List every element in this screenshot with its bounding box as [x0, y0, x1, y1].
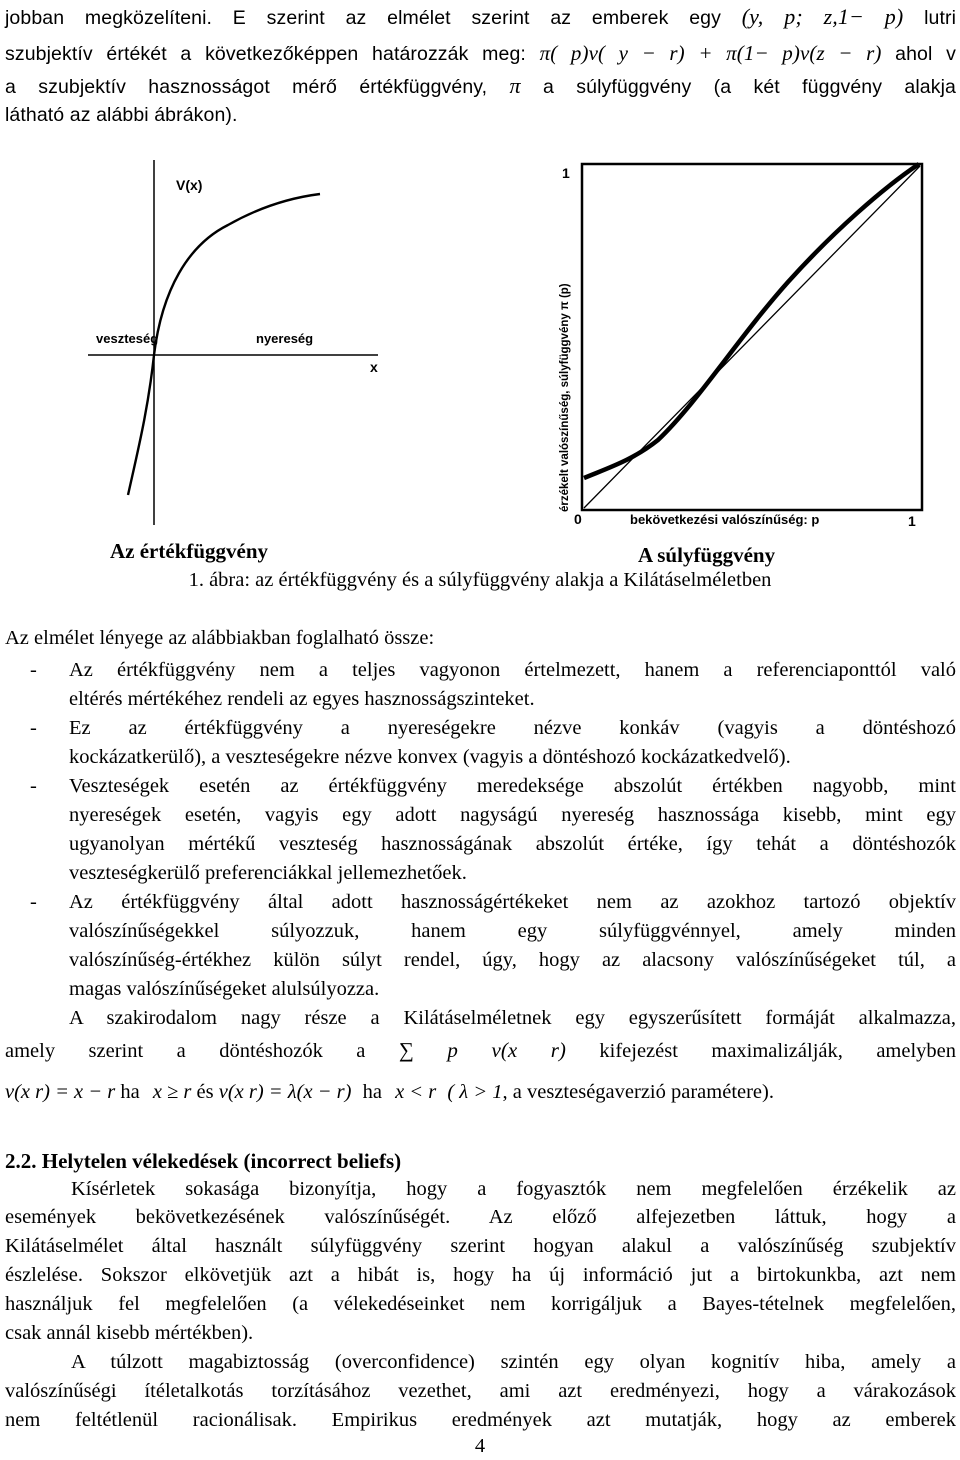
bullet-4-line-3: valószínűség-értékhez külön súlyt rendel, úgy, hogy az alacsony valószínűségeket túl, a: [69, 949, 956, 971]
simplified-text: , a veszteségaverzió paramétere).: [502, 1081, 774, 1103]
bullet-dash: -: [30, 891, 37, 913]
value-function-chart: [88, 150, 388, 530]
section-p1-line-4: észlelése. Sokszor elkövetjük azt a hibát is, hogy ha új információ jut a birtokunkba, azt nem: [5, 1264, 956, 1286]
loss-formula: v(x r) = λ(x − r): [218, 1081, 352, 1103]
figure-caption: 1. ábra: az értékfüggvény és a súlyfüggvény alakja a Kilátáselméletben: [188, 569, 772, 591]
intro-line-3: [5, 73, 956, 99]
intro-line-1: [5, 4, 956, 30]
intro-text: látható az alábbi ábrákon).: [5, 104, 238, 126]
section-p2-line-1: A túlzott magabiztosság (overconfidence) szintén egy olyan kognitív hiba, amely a: [71, 1351, 956, 1373]
y-axis-label: V(x): [176, 177, 203, 193]
x-axis-label: x: [370, 359, 378, 375]
bullet-3-line-3: ugyanolyan mértékű veszteség hasznosságának abszolút értéke, így tehát a döntéshozók: [69, 833, 956, 855]
gain-label: nyereség: [256, 331, 314, 346]
loss-label: veszteség: [96, 331, 159, 346]
simplified-line-3: [5, 1081, 774, 1104]
simplified-text: ha: [120, 1081, 140, 1103]
intro-text: a súlyfüggvény (a két függvény alakja: [543, 76, 956, 98]
section-p1-line-1: Kísérletek sokasága bizonyítja, hogy a fogyasztók nem megfelelően érzékelik az: [71, 1178, 956, 1200]
intro-text: ahol v: [895, 43, 956, 65]
loss-condition: x < r: [395, 1081, 437, 1103]
simplified-line-1: A szakirodalom nagy része a Kilátáselméletnek egy egyszerűsített formáját alkalmazza,: [69, 1007, 956, 1029]
bullet-dash: -: [30, 659, 37, 681]
bullet-3-line-1: Veszteségek esetén az értékfüggvény meredeksége abszolút értékben nagyobb, mint: [69, 775, 956, 797]
section-p2-line-3: nem feltétlenül racionálisak. Empirikus eredmények azt mutatják, hogy az emberek: [5, 1409, 956, 1431]
loss-curve: [128, 355, 154, 495]
section-p1-line-2: események bekövetkezésének valószínűségét. Az előző alfejezetben láttuk, hogy a: [5, 1206, 956, 1228]
bullet-2-line-1: Ez az értékfüggvény a nyereségekre nézve konkáv (vagyis a döntéshozó: [69, 717, 956, 739]
simplified-text: és: [196, 1081, 214, 1103]
gain-formula: v(x r) = x − r: [5, 1081, 116, 1103]
bullet-3-line-4: veszteségkerülő preferenciákkal jellemezhetőek.: [69, 862, 467, 884]
page-number: 4: [474, 1435, 486, 1457]
utility-formula: π( p)v( y − r) + π(1− p)v(z − r): [539, 41, 882, 65]
bullet-4-line-2: valószínűségekkel súlyozzuk, hanem egy súlyfüggvénnyel, amely minden: [69, 920, 956, 942]
lottery-formula: (y, p; z,1− p): [741, 4, 904, 29]
bullet-1-line-1: Az értékfüggvény nem a teljes vagyonon értelmezett, hanem a referenciaponttól való: [69, 659, 956, 681]
bullet-2-line-2: kockázatkerülő), a veszteségekre nézve konvex (vagyis a döntéshozó kockázatkedvelő).: [69, 746, 791, 768]
intro-text: szubjektív értékét a következőképpen határozzák meg:: [5, 43, 526, 65]
summary-lead: Az elmélet lényege az alábbiakban foglalható össze:: [5, 627, 435, 649]
intro-text: lutri: [924, 7, 956, 29]
y-tick-1: 1: [562, 165, 570, 181]
weighting-function-chart: [538, 150, 948, 535]
lambda-condition: ( λ > 1: [447, 1081, 503, 1103]
bullet-dash: -: [30, 717, 37, 739]
intro-text: a szubjektív hasznosságot mérő értékfüggvény,: [5, 76, 488, 98]
x-tick-1: 1: [908, 513, 916, 529]
simplified-text: amely szerint a döntéshozók a: [5, 1040, 366, 1062]
simplified-text: kifejezést maximalizálják, amelyben: [599, 1040, 957, 1062]
section-p1-line-3: Kilátáselmélet által használt súlyfüggvény szerint hogyan alakul a valószínűség szubjektív: [5, 1235, 956, 1257]
value-function-title: Az értékfüggvény: [110, 539, 269, 563]
pi-symbol: π: [509, 73, 521, 98]
x-tick-0: 0: [574, 511, 582, 527]
bullet-4-line-1: Az értékfüggvény által adott hasznosságértékeket nem az azokhoz tartozó objektív: [69, 891, 956, 913]
simplified-line-2: [5, 1038, 956, 1063]
weighting-function-title: A súlyfüggvény: [638, 543, 776, 567]
sum-formula: ∑ p v(x r): [398, 1038, 566, 1062]
bullet-4-line-4: magas valószínűségeket alulsúlyozza.: [69, 978, 380, 1000]
intro-text: jobban megközelíteni. E szerint az elmélet szerint az emberek egy: [5, 7, 721, 29]
bullet-1-line-2: eltérés mértékéhez rendeli az egyes hasznosságszinteket.: [69, 688, 535, 710]
simplified-text: ha: [362, 1081, 382, 1103]
section-p1-line-6: csak annál kisebb mértékben).: [5, 1322, 254, 1344]
intro-line-2: [5, 41, 956, 66]
bullet-3-line-2: nyereségek esetén, vagyis egy adott nagyságú nyereség hasznossága kisebb, mint egy: [69, 804, 956, 826]
section-p1-line-5: használjuk fel megfelelően (a vélekedéseinket nem korrigáljuk a Bayes-tételnek megfelelően,: [5, 1293, 956, 1315]
weighting-curve: [584, 164, 919, 478]
section-p2-line-2: valószínűségi ítéletalkotás torzításához vezethet, ami azt eredményezi, hogy a várakozások: [5, 1380, 956, 1402]
bullet-dash: -: [30, 775, 37, 797]
gain-condition: x ≥ r: [152, 1081, 192, 1103]
y-axis-label: érzékelt valószínűség, súlyfüggvény π (p): [559, 283, 571, 512]
x-axis-label: bekövetkezési valószínűség: p: [630, 512, 820, 527]
section-heading: 2.2. Helytelen vélekedések (incorrect beliefs): [5, 1149, 402, 1173]
intro-line-4: [5, 104, 956, 127]
